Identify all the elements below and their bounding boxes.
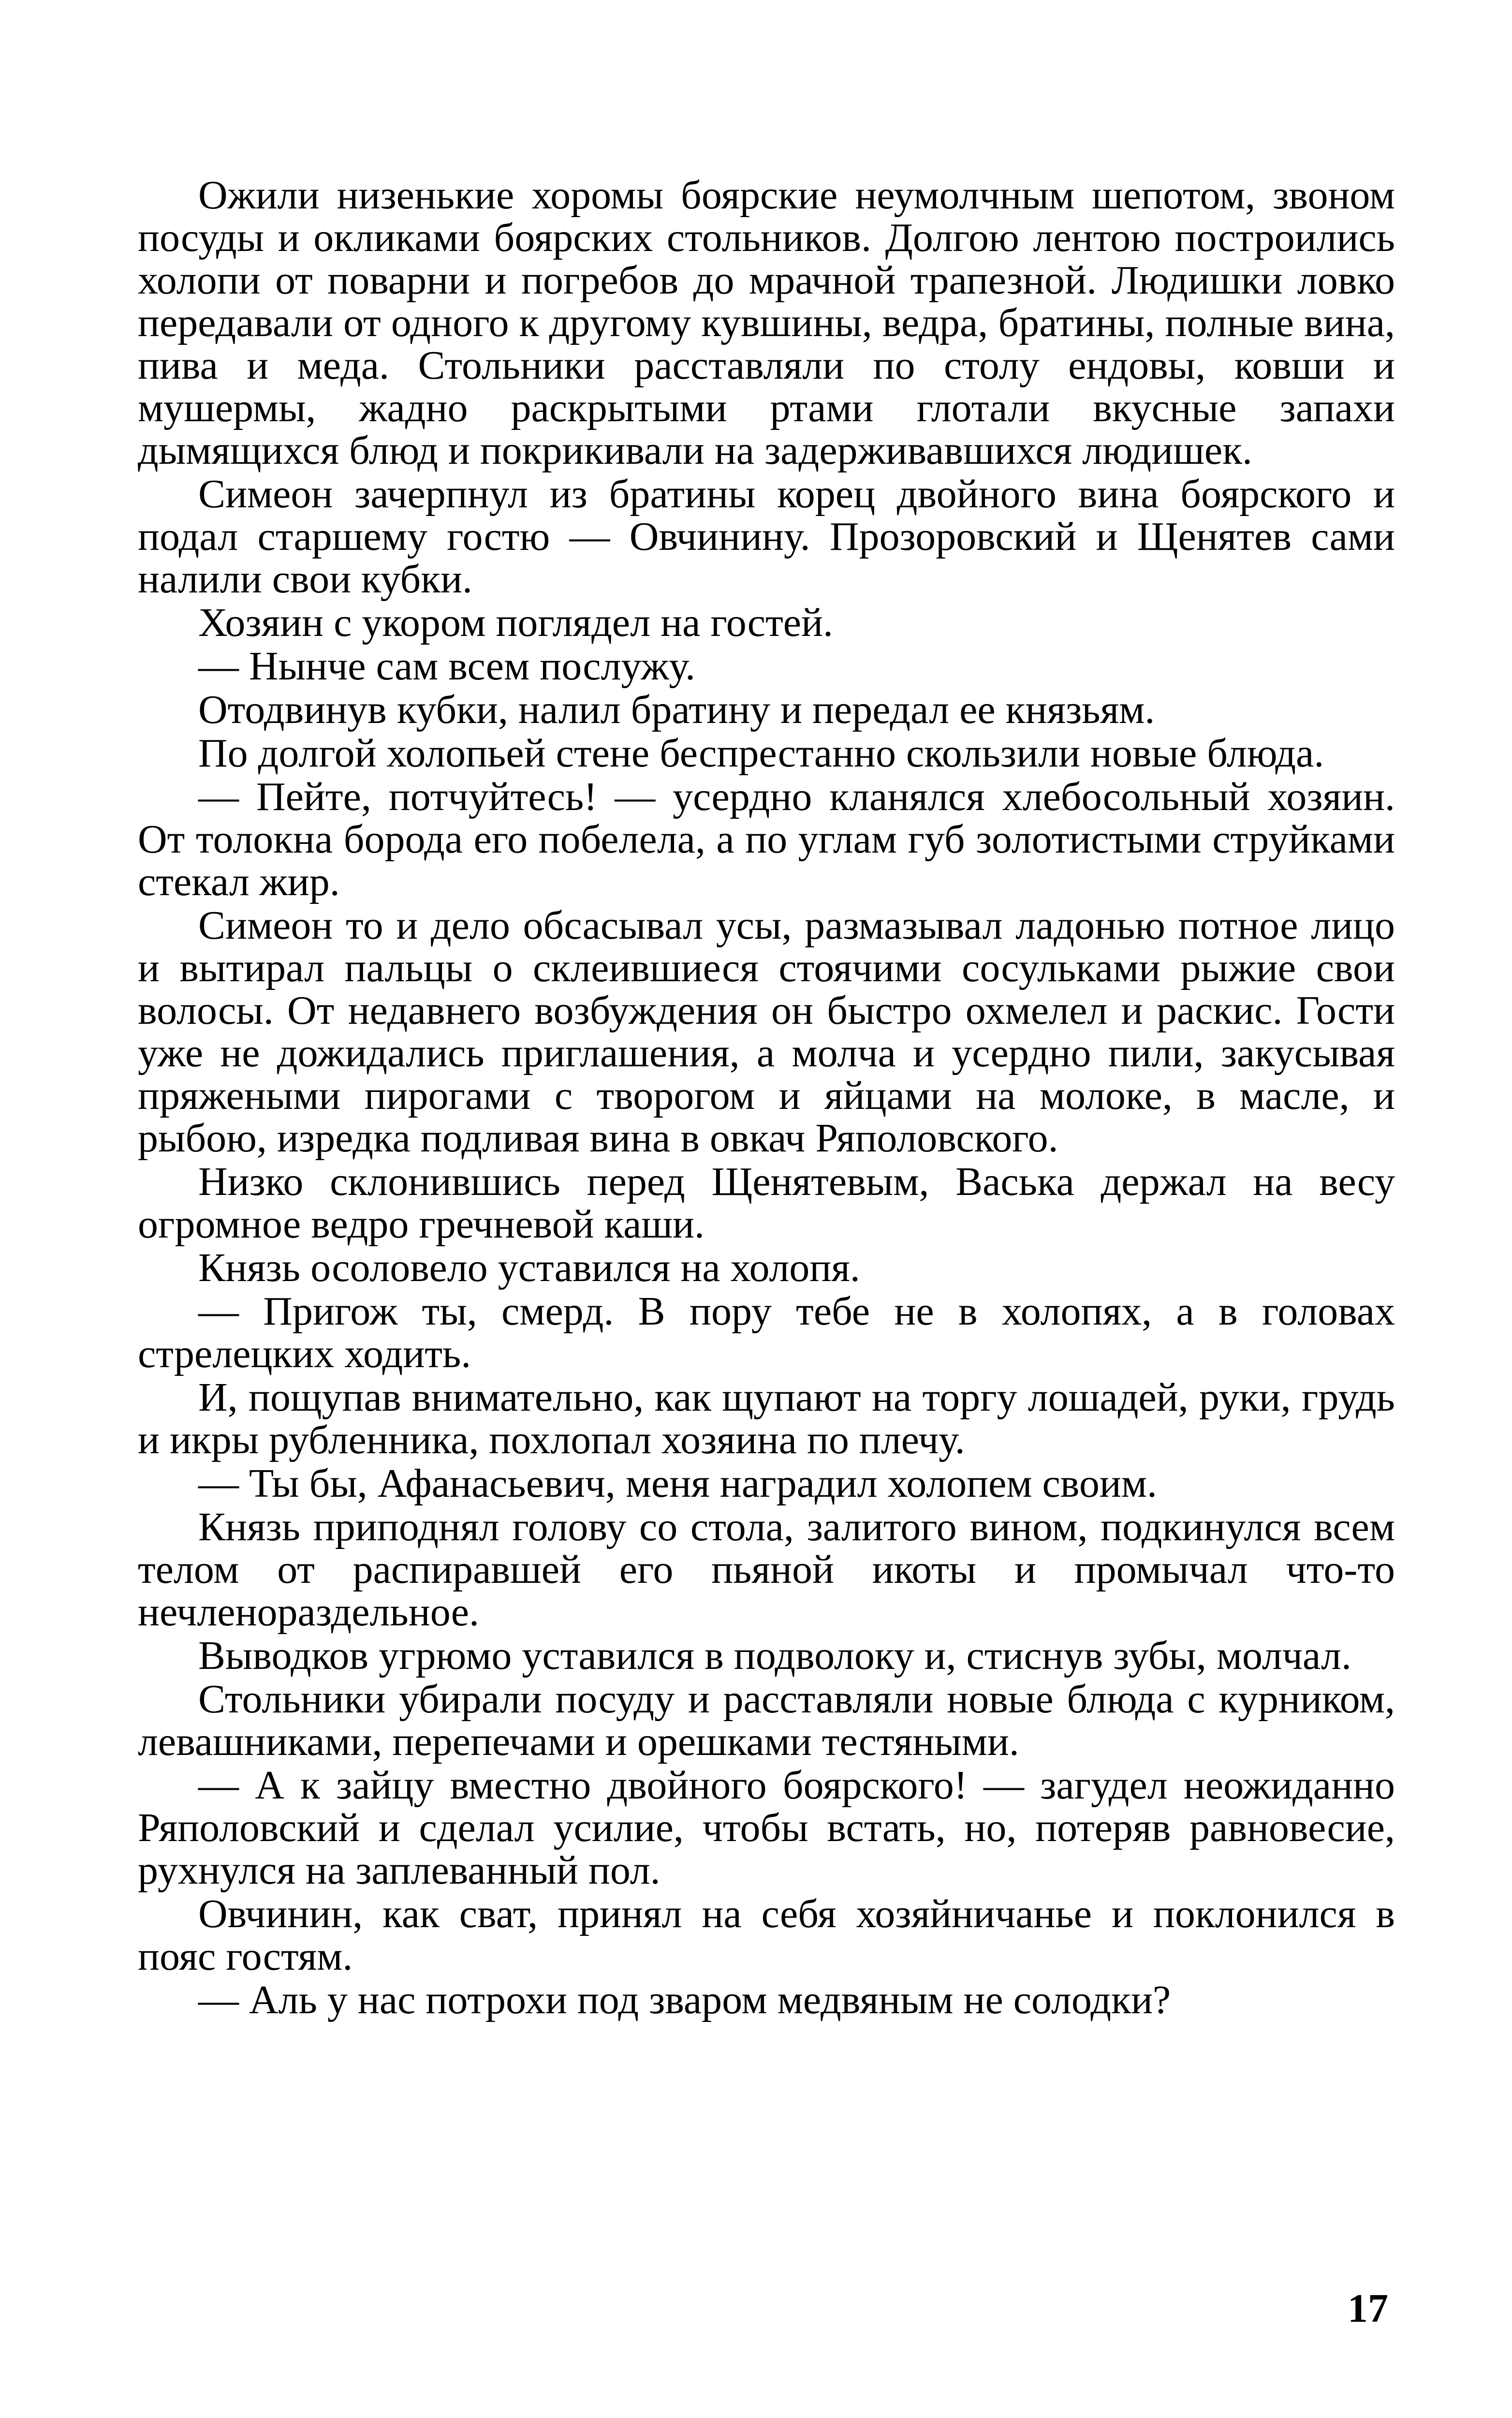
paragraph: Отодвинув кубки, налил братину и передал ее князьям. <box>198 687 1155 732</box>
paragraph: Хозяин с укором поглядел на гостей. <box>198 600 834 645</box>
paragraph: Князь приподнял голову со стола, залитого вином, подкинулся всем телом от распиравшей его пьяной икоты и промычал что-то нечленораздельное. <box>138 1504 1395 1635</box>
paragraph: Симеон то и дело обсасывал усы, размазывал ладонью потное лицо и вытирал пальцы о склеившиеся стоячими сосульками рыжие свои волосы. От недавнего возбуждения он быстро охмелел и раскис. Гости уже не дожидались приглашения, а молча и усердно пили, закусывая пряжеными пирогами с творогом и яйцами на молоке, в масле, и рыбою, изредка подливая вина в овкач Ряполовского. <box>138 903 1395 1161</box>
paragraph: Овчинин, как сват, принял на себя хозяйничанье и поклонился в пояс гостям. <box>138 1891 1395 1979</box>
paragraph: — Ты бы, Афанасьевич, меня наградил холопем своим. <box>198 1461 1157 1506</box>
paragraph: Стольники убирали посуду и расставляли новые блюда с курником, левашниками, перепечами и орешками тестяными. <box>138 1677 1395 1764</box>
page-number: 17 <box>1348 2286 1388 2331</box>
paragraph: — Пригож ты, смерд. В пору тебе не в холопях, а в головах стрелецких ходить. <box>138 1289 1395 1376</box>
paragraph: Ожили низенькие хоромы боярские неумолчным шепотом, звоном посуды и окликами боярских стольников. Долгою лентою построились холопи от поварни и погребов до мрачной трапезной. Людишки ловко передавали от одного к другому кувшины, ведра, братины, полные вина, пива и меда. Стольники расставляли по столу ендовы, ковши и мушермы, жадно раскрытыми ртами глотали вкусные запахи дымящихся блюд и покрикивали на задерживавшихся людишек. <box>138 173 1395 473</box>
paragraph: — А к зайцу вместно двойного боярского! — загудел неожиданно Ряполовский и сделал усилие, чтобы встать, но, потеряв равновесие, рухнулся на заплеванный пол. <box>138 1763 1395 1893</box>
paragraph: Низко склонившись перед Щенятевым, Васька держал на весу огромное ведро гречневой каши. <box>138 1159 1395 1247</box>
paragraph: Выводков угрюмо уставился в подволоку и, стиснув зубы, молчал. <box>198 1633 1351 1678</box>
paragraph: И, пощупав внимательно, как щупают на торгу лошадей, руки, грудь и икры рубленника, похлопал хозяина по плечу. <box>138 1375 1395 1462</box>
paragraph: — Аль у нас потрохи под зваром медвяным не солодки? <box>198 1977 1171 2022</box>
paragraph: По долгой холопьей стене беспрестанно скользили новые блюда. <box>198 731 1324 776</box>
paragraph: — Пейте, потчуйтесь! — усердно кланялся хлебосольный хозяин. От толокна борода его побелела, а по углам губ золотистыми струйками стекал жир. <box>138 774 1395 904</box>
paragraph: — Нынче сам всем послужу. <box>198 644 696 689</box>
text-body <box>138 174 1395 2021</box>
book-page <box>138 174 1395 2379</box>
paragraph: Симеон зачерпнул из братины корец двойного вина боярского и подал старшему гостю — Овчинину. Прозоровский и Щенятев сами налили свои кубки. <box>138 472 1395 602</box>
paragraph: Князь осоловело уставился на холопя. <box>198 1245 860 1290</box>
